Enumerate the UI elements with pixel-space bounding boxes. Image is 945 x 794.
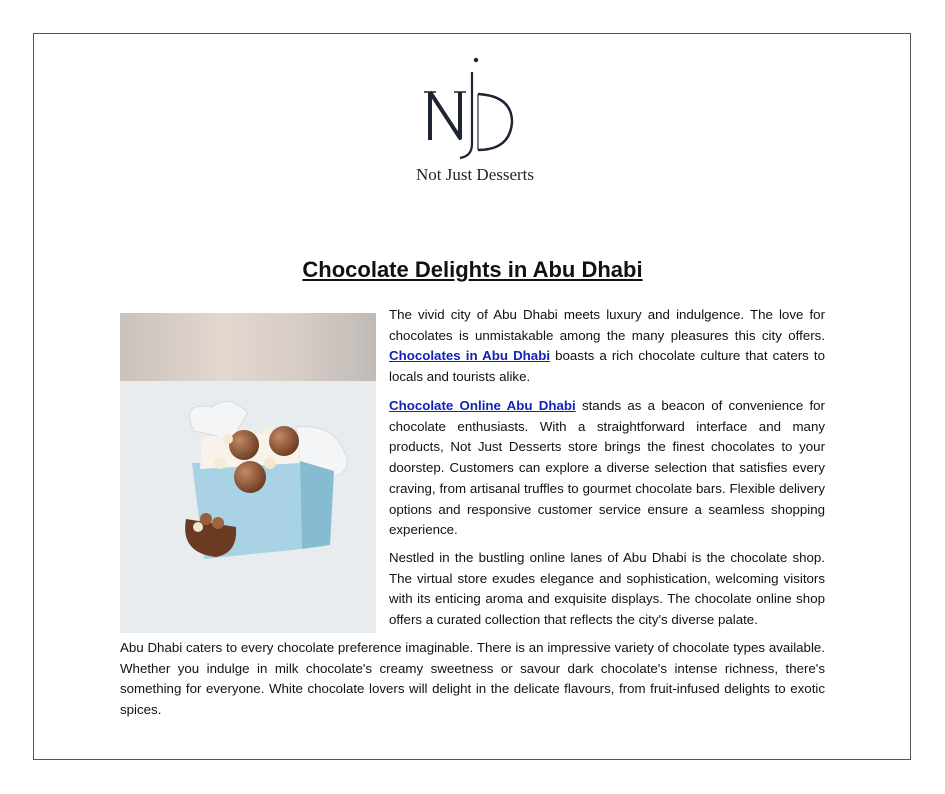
chocolate-box-photo bbox=[120, 313, 376, 633]
article-title: Chocolate Delights in Abu Dhabi bbox=[302, 257, 643, 282]
chocolates-in-abu-dhabi-link[interactable]: Chocolates in Abu Dhabi bbox=[389, 348, 551, 364]
brand-name: Not Just Desserts bbox=[415, 165, 535, 184]
online-paragraph: Chocolate Online Abu Dhabi stands as a beacon of convenience for chocolate enthusiasts. With a straightforward interface and many products, Not Just Desserts store brings the finest chocolates to your doorstep. Customers can explore a diverse selection that satisfies every craving, from artisanal truffles to gourmet chocolate bars. Flexible delivery options and responsive customer service ensure a seamless shopping experience. bbox=[389, 398, 825, 538]
shop-paragraph: Nestled in the bustling online lanes of Abu Dhabi is the chocolate shop. The virtual store exudes elegance and sophistication, welcoming visitors with its enticing aroma and exquisite displays. The chocolate online shop offers a curated collection that reflects the city's diverse palate. bbox=[389, 550, 825, 628]
brand-logo bbox=[380, 52, 570, 192]
njd-monogram-icon bbox=[380, 52, 570, 192]
variety-paragraph: Abu Dhabi caters to every chocolate preference imaginable. There is an impressive variety of chocolate types available. Whether you indulge in milk chocolate's creamy sweetness or savour dark chocolate's intense richness, there's something for everyone. White chocolate lovers will delight in the delicate flavours, from fruit-infused delights to exotic spices. bbox=[120, 640, 825, 718]
chocolate-online-abu-dhabi-link[interactable]: Chocolate Online Abu Dhabi bbox=[389, 398, 576, 413]
intro-paragraph: The vivid city of Abu Dhabi meets luxury and indulgence. The love for chocolates is unmistakable among the many pleasures this city offers. Chocolates in Abu Dhabi boasts a rich chocolate culture that caters to locals and tourists alike. bbox=[389, 307, 825, 385]
chocolate-box-image bbox=[120, 313, 376, 633]
